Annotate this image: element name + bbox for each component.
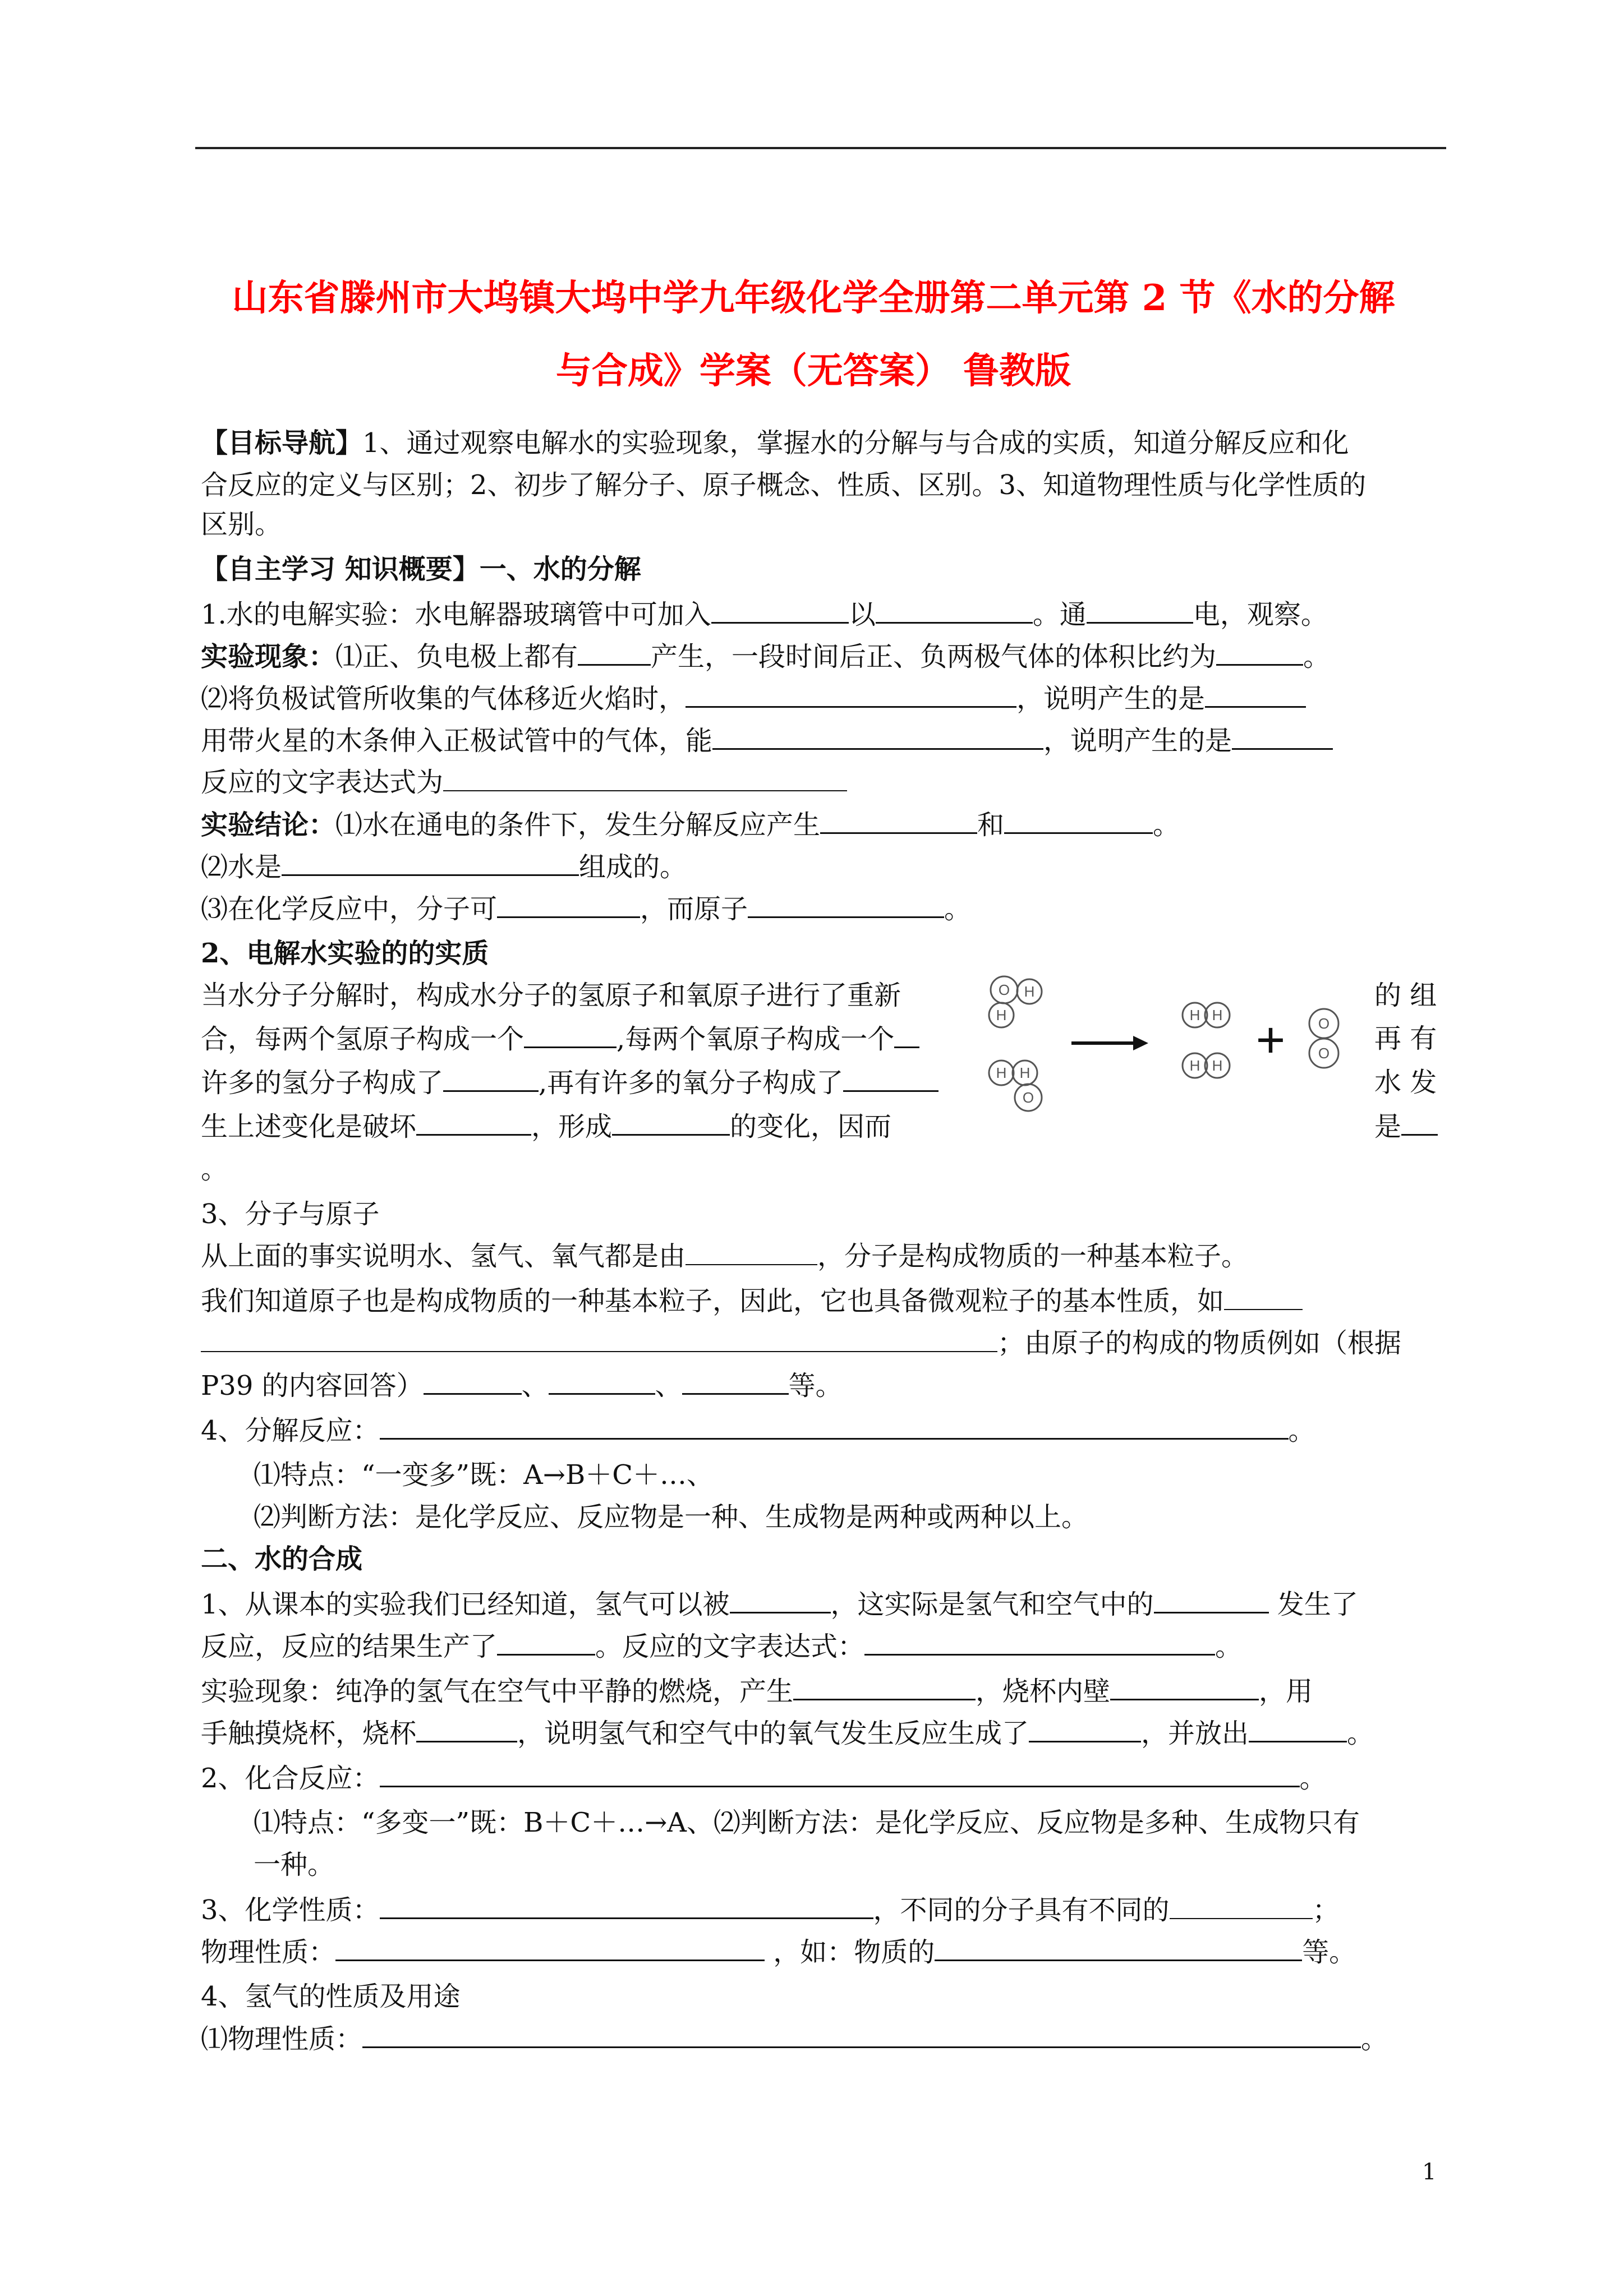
section1-heading: 【自主学习 知识概要】一、水的分解	[201, 554, 641, 585]
section1-q1: 1.水的电解实验：水电解器玻璃管中可加入 以 。通 电，观察。	[201, 597, 1328, 631]
section2-p5: 。	[201, 1154, 228, 1185]
part2-l5: 2、化合反应： 。	[201, 1761, 1327, 1795]
blank[interactable]	[1170, 1893, 1313, 1919]
blank[interactable]	[820, 808, 977, 834]
hydrogen-molecule	[1183, 1053, 1230, 1078]
blank[interactable]	[686, 1239, 817, 1265]
blank[interactable]	[843, 1066, 938, 1092]
blank[interactable]	[416, 1716, 517, 1742]
blank[interactable]	[1110, 1674, 1259, 1700]
hydrogen-molecule	[1183, 1003, 1230, 1027]
part2-l4: 手触摸烧杯，烧杯 ，说明氢气和空气中的氧气发生反应生成了 ，并放出 。	[201, 1716, 1374, 1750]
blank[interactable]	[416, 1109, 531, 1136]
section2-right4: 是	[1374, 1109, 1438, 1144]
plus-sign: +	[1255, 1012, 1286, 1068]
part2-l11: ⑴物理性质： 。	[201, 2022, 1388, 2056]
svg-text:H: H	[1189, 1057, 1200, 1074]
blank[interactable]	[864, 1629, 1215, 1656]
part2-l10: 4、氢气的性质及用途	[201, 1981, 461, 2012]
blank[interactable]	[201, 1326, 997, 1352]
section1-concl1: 实验结论：⑴水在通电的条件下，发生分解反应产生 和 。	[201, 808, 1180, 842]
section3-l3: ；由原子的构成的物质例如（根据	[201, 1326, 1401, 1360]
section2-right3: 水 发	[1374, 1067, 1437, 1098]
goal-line1	[201, 426, 1349, 460]
section4-heading: 4、分解反应： 。	[201, 1413, 1315, 1447]
svg-text:H: H	[1019, 1064, 1030, 1081]
blank[interactable]	[1205, 681, 1306, 708]
document-title-line2: 与合成》学案（无答案） 鲁教版	[555, 350, 1071, 392]
section4-judge: ⑵判断方法：是化学反应、反应物是一种、生成物是两种或两种以上。	[254, 1501, 1089, 1533]
blank[interactable]	[894, 1022, 919, 1048]
blank[interactable]	[1232, 723, 1333, 750]
blank[interactable]	[335, 1935, 765, 1961]
section3-l4: P39 的内容回答） 、 、 等。	[201, 1368, 843, 1403]
blank[interactable]	[380, 1893, 873, 1919]
water-molecule	[989, 976, 1042, 1027]
section1-concl3: ⑶在化学反应中，分子可 ，而原子 。	[201, 892, 971, 926]
part2-heading: 二、水的合成	[201, 1543, 363, 1575]
header-rule	[195, 147, 1446, 149]
water-molecule	[989, 1061, 1042, 1111]
blank[interactable]	[1087, 597, 1193, 624]
blank[interactable]	[380, 1413, 1289, 1440]
blank[interactable]	[1216, 639, 1303, 666]
blank[interactable]	[686, 681, 1016, 708]
blank[interactable]	[712, 723, 1043, 750]
part2-l9: 物理性质： ，如：物质的 等。	[201, 1935, 1356, 1969]
section3-l1: 从上面的事实说明水、氢气、氧气都是由 ，分子是构成物质的一种基本粒子。	[201, 1241, 1249, 1272]
goal-line2: 合反应的定义与区别；2、初步了解分子、原子概念、性质、区别。3、知道物理性质与化学性质的	[201, 469, 1367, 501]
svg-text:H: H	[1189, 1007, 1200, 1023]
svg-text:H: H	[1212, 1057, 1223, 1074]
section1-phen2: ⑵将负极试管所收集的气体移近火焰时， ，说明产生的是	[201, 681, 1306, 716]
blank[interactable]	[362, 2022, 1361, 2048]
goal-line3: 区别。	[201, 509, 282, 540]
blank[interactable]	[380, 1761, 1300, 1787]
section1-concl2: ⑵水是 组成的。	[201, 850, 687, 884]
water-decomposition-diagram	[984, 973, 1372, 1119]
goal-heading: 【目标导航】	[201, 427, 363, 459]
section2-right1: 的 组	[1374, 980, 1437, 1011]
section2-p3: 许多的氢分子构成了 ,再有许多的氧分子构成了	[201, 1066, 938, 1100]
svg-text:O: O	[998, 981, 1010, 998]
blank[interactable]	[424, 1368, 522, 1395]
blank[interactable]	[711, 597, 849, 624]
blank[interactable]	[748, 892, 944, 918]
section3-heading: 3、分子与原子	[201, 1198, 380, 1230]
svg-text:O: O	[1022, 1089, 1034, 1106]
goal-text-1: 1、通过观察电解水的实验现象，掌握水的分解与与合成的实质，知道分解反应和化	[362, 427, 1349, 459]
svg-text:H: H	[996, 1064, 1007, 1081]
blank[interactable]	[549, 1368, 655, 1395]
blank[interactable]	[682, 1368, 789, 1395]
part2-l3: 实验现象：纯净的氢气在空气中平静的燃烧，产生 ，烧杯内壁 ，用	[201, 1674, 1313, 1708]
section1-phen1: 实验现象：⑴正、负电极上都有 产生，一段时间后正、负两极气体的体积比约为 。	[201, 639, 1330, 674]
arrow-head-icon	[1133, 1036, 1148, 1050]
part2-l8: 3、化学性质： ，不同的分子具有不同的 ；	[201, 1893, 1340, 1927]
part2-l7: 一种。	[254, 1849, 335, 1880]
part2-l2: 反应，反应的结果生产了 。反应的文字表达式： 。	[201, 1629, 1242, 1663]
svg-text:O: O	[1318, 1045, 1330, 1062]
section2-right2: 再 有	[1374, 1023, 1437, 1054]
oxygen-molecule	[1309, 1009, 1338, 1068]
blank[interactable]	[282, 850, 579, 876]
part2-l6: ⑴特点：“多变一”既：B＋C＋…→A、⑵判断方法：是化学反应、反应物是多种、生成物只有	[254, 1807, 1360, 1838]
section3-l2: 我们知道原子也是构成物质的一种基本粒子，因此，它也具备微观粒子的基本性质，如	[201, 1284, 1303, 1318]
blank[interactable]	[497, 892, 640, 918]
page-number: 1	[1422, 2159, 1437, 2185]
blank[interactable]	[578, 639, 651, 666]
svg-text:H: H	[1212, 1007, 1223, 1023]
blank[interactable]	[524, 1022, 617, 1048]
blank[interactable]	[1004, 808, 1153, 834]
blank[interactable]	[935, 1935, 1302, 1961]
section2-p2: 合，每两个氢原子构成一个 ,每两个氧原子构成一个	[201, 1022, 919, 1056]
section2-p1: 当水分子分解时，构成水分子的氢原子和氧原子进行了重新	[201, 980, 901, 1011]
svg-text:H: H	[1024, 983, 1035, 1000]
svg-text:H: H	[996, 1007, 1007, 1023]
section2-heading: 2、电解水实验的的实质	[201, 938, 489, 969]
blank[interactable]	[1224, 1284, 1303, 1310]
blank[interactable]	[443, 1066, 539, 1092]
svg-text:O: O	[1318, 1015, 1330, 1032]
blank[interactable]	[1401, 1109, 1438, 1136]
blank[interactable]	[1249, 1716, 1347, 1742]
part2-l1: 1、从课本的实验我们已经知道，氢气可以被 ，这实际是氢气和空气中的 发生了	[201, 1587, 1358, 1621]
blank[interactable]	[793, 1674, 976, 1700]
blank[interactable]	[1029, 1716, 1141, 1742]
section2-p4: 生上述变化是破坏 ，形成 的变化，因而	[201, 1109, 891, 1144]
section1-phen3: 用带火星的木条伸入正极试管中的气体，能 ，说明产生的是	[201, 723, 1333, 758]
blank[interactable]	[730, 1587, 831, 1613]
blank[interactable]	[497, 1629, 595, 1656]
blank[interactable]	[1154, 1587, 1269, 1613]
document-title-line1: 山东省滕州市大坞镇大坞中学九年级化学全册第二单元第 2 节《水的分解	[232, 277, 1395, 319]
blank[interactable]	[876, 597, 1033, 624]
section4-feature: ⑴特点：“一变多”既：A→B＋C＋…、	[254, 1459, 714, 1491]
blank[interactable]	[612, 1109, 730, 1136]
section1-phen4: 反应的文字表达式为	[201, 766, 847, 799]
blank[interactable]	[443, 766, 847, 791]
